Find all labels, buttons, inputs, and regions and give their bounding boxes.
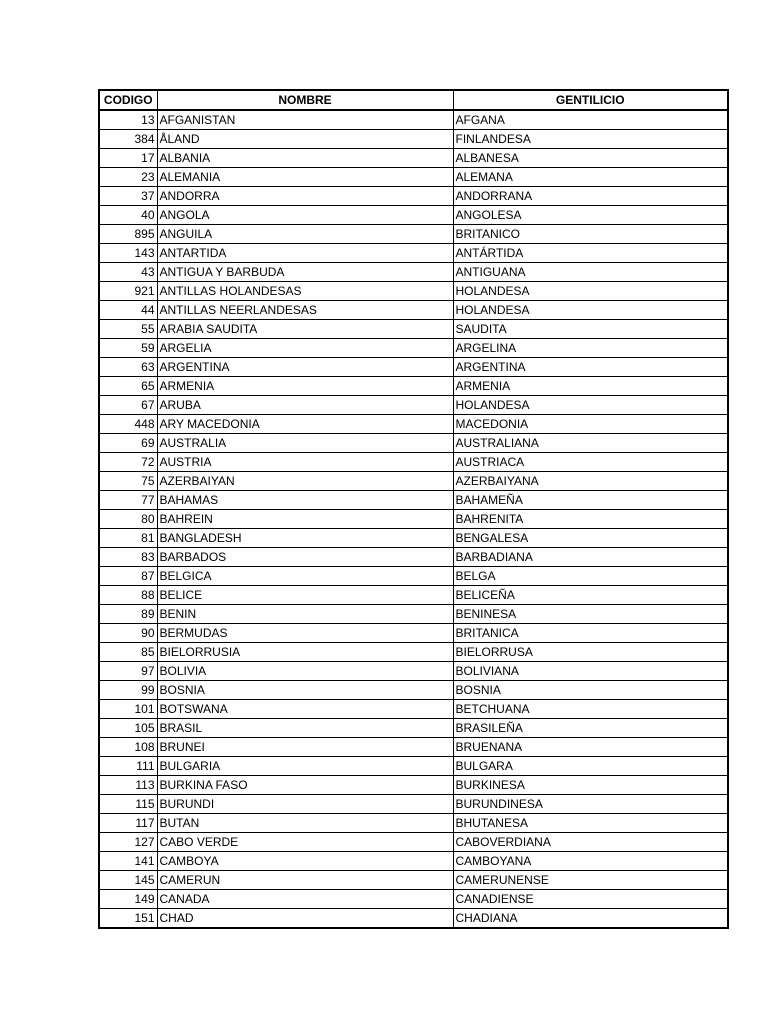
spreadsheet-page [98,89,727,929]
gentilicio-cell: BHUTANESA [453,814,728,833]
name-cell: AZERBAIYAN [157,472,453,491]
code-cell: 55 [99,320,157,339]
gentilicio-cell: BAHAMEÑA [453,491,728,510]
table-row [99,567,728,586]
code-cell: 40 [99,206,157,225]
table-row [99,282,728,301]
table-row [99,396,728,415]
name-cell: BURKINA FASO [157,776,453,795]
table-row [99,320,728,339]
code-cell: 13 [99,110,157,130]
gentilicio-cell: SAUDITA [453,320,728,339]
code-cell: 37 [99,187,157,206]
gentilicio-cell: BURKINESA [453,776,728,795]
table-row [99,605,728,624]
name-cell: BELGICA [157,567,453,586]
name-cell: ALEMANIA [157,168,453,187]
code-cell: 80 [99,510,157,529]
gentilicio-cell: ANTÁRTIDA [453,244,728,263]
name-cell: BULGARIA [157,757,453,776]
gentilicio-cell: CABOVERDIANA [453,833,728,852]
name-cell: BOLIVIA [157,662,453,681]
table-row [99,662,728,681]
gentilicio-cell: CAMBOYANA [453,852,728,871]
code-cell: 108 [99,738,157,757]
name-cell: BARBADOS [157,548,453,567]
table-row [99,491,728,510]
code-cell: 67 [99,396,157,415]
table-row [99,187,728,206]
table-header [99,90,728,110]
gentilicio-cell: BRASILEÑA [453,719,728,738]
code-cell: 141 [99,852,157,871]
name-cell: ALBANIA [157,149,453,168]
gentilicio-cell: BELICEÑA [453,586,728,605]
table-row [99,339,728,358]
gentilicio-cell: BULGARA [453,757,728,776]
gentilicio-cell: BURUNDINESA [453,795,728,814]
table-row [99,890,728,909]
code-cell: 151 [99,909,157,929]
table-row [99,548,728,567]
code-cell: 69 [99,434,157,453]
name-cell: BUTAN [157,814,453,833]
code-cell: 113 [99,776,157,795]
name-cell: ARGENTINA [157,358,453,377]
name-cell: CABO VERDE [157,833,453,852]
table-row [99,681,728,700]
table-row [99,700,728,719]
table-row [99,643,728,662]
gentilicio-cell: BOSNIA [453,681,728,700]
table-row [99,852,728,871]
gentilicio-cell: BRITANICA [453,624,728,643]
code-cell: 65 [99,377,157,396]
gentilicio-cell: AZERBAIYANA [453,472,728,491]
name-cell: ARABIA SAUDITA [157,320,453,339]
name-cell: ANTIGUA Y BARBUDA [157,263,453,282]
table-body [99,110,728,928]
code-cell: 59 [99,339,157,358]
name-cell: BURUNDI [157,795,453,814]
gentilicio-cell: CAMERUNENSE [453,871,728,890]
table-row [99,377,728,396]
table-row [99,795,728,814]
code-cell: 921 [99,282,157,301]
name-cell: BANGLADESH [157,529,453,548]
header-row [99,90,728,110]
gentilicio-cell: CHADIANA [453,909,728,929]
gentilicio-cell: HOLANDESA [453,396,728,415]
gentilicio-cell: ARMENIA [453,377,728,396]
gentilicio-cell: BRITANICO [453,225,728,244]
name-cell: ANGUILA [157,225,453,244]
code-cell: 145 [99,871,157,890]
code-cell: 87 [99,567,157,586]
gentilicio-cell: ANDORRANA [453,187,728,206]
gentilicio-cell: ANTIGUANA [453,263,728,282]
table-row [99,776,728,795]
gentilicio-cell: AFGANA [453,110,728,130]
gentilicio-cell: ALEMANA [453,168,728,187]
code-cell: 43 [99,263,157,282]
name-cell: ANTARTIDA [157,244,453,263]
table-row [99,814,728,833]
name-cell: AFGANISTAN [157,110,453,130]
code-cell: 111 [99,757,157,776]
code-cell: 143 [99,244,157,263]
gentilicio-cell: AUSTRIACA [453,453,728,472]
code-cell: 127 [99,833,157,852]
table-row [99,358,728,377]
gentilicio-cell: BELGA [453,567,728,586]
name-cell: BAHAMAS [157,491,453,510]
gentilicio-cell: BENINESA [453,605,728,624]
name-cell: ARGELIA [157,339,453,358]
gentilicio-cell: MACEDONIA [453,415,728,434]
name-cell: ANDORRA [157,187,453,206]
name-cell: ARY MACEDONIA [157,415,453,434]
table-row [99,301,728,320]
code-cell: 77 [99,491,157,510]
code-cell: 17 [99,149,157,168]
gentilicio-cell: BETCHUANA [453,700,728,719]
code-cell: 105 [99,719,157,738]
code-cell: 448 [99,415,157,434]
gentilicio-cell: HOLANDESA [453,282,728,301]
table-row [99,415,728,434]
name-cell: BOTSWANA [157,700,453,719]
code-cell: 23 [99,168,157,187]
name-cell: BELICE [157,586,453,605]
gentilicio-cell: ARGENTINA [453,358,728,377]
table-row [99,110,728,130]
code-cell: 97 [99,662,157,681]
table-row [99,244,728,263]
code-cell: 72 [99,453,157,472]
country-table [98,89,729,929]
table-row [99,719,728,738]
table-row [99,871,728,890]
name-cell: CANADA [157,890,453,909]
table-row [99,263,728,282]
code-cell: 88 [99,586,157,605]
gentilicio-cell: BOLIVIANA [453,662,728,681]
code-cell: 83 [99,548,157,567]
name-cell: AUSTRIA [157,453,453,472]
table-row [99,453,728,472]
gentilicio-cell: BENGALESA [453,529,728,548]
table-row [99,149,728,168]
gentilicio-cell: FINLANDESA [453,130,728,149]
name-cell: CHAD [157,909,453,929]
gentilicio-cell: BAHRENITA [453,510,728,529]
code-cell: 89 [99,605,157,624]
name-cell: BRASIL [157,719,453,738]
table-row [99,833,728,852]
gentilicio-cell: ANGOLESA [453,206,728,225]
code-cell: 384 [99,130,157,149]
gentilicio-cell: ALBANESA [453,149,728,168]
name-cell: ANTILLAS NEERLANDESAS [157,301,453,320]
gentilicio-cell: BARBADIANA [453,548,728,567]
table-row [99,909,728,929]
column-header-codigo: CODIGO [99,90,157,110]
name-cell: AUSTRALIA [157,434,453,453]
code-cell: 63 [99,358,157,377]
code-cell: 99 [99,681,157,700]
name-cell: CAMBOYA [157,852,453,871]
column-header-gentilicio: GENTILICIO [453,90,728,110]
name-cell: ARUBA [157,396,453,415]
code-cell: 115 [99,795,157,814]
code-cell: 75 [99,472,157,491]
gentilicio-cell: CANADIENSE [453,890,728,909]
name-cell: BERMUDAS [157,624,453,643]
table-row [99,225,728,244]
table-row [99,738,728,757]
table-row [99,472,728,491]
name-cell: ANGOLA [157,206,453,225]
table-row [99,206,728,225]
gentilicio-cell: ARGELINA [453,339,728,358]
gentilicio-cell: HOLANDESA [453,301,728,320]
name-cell: CAMERUN [157,871,453,890]
name-cell: ARMENIA [157,377,453,396]
table-row [99,130,728,149]
code-cell: 117 [99,814,157,833]
code-cell: 149 [99,890,157,909]
column-header-nombre: NOMBRE [157,90,453,110]
code-cell: 895 [99,225,157,244]
code-cell: 101 [99,700,157,719]
table-row [99,168,728,187]
gentilicio-cell: BIELORRUSA [453,643,728,662]
name-cell: ANTILLAS HOLANDESAS [157,282,453,301]
gentilicio-cell: AUSTRALIANA [453,434,728,453]
code-cell: 85 [99,643,157,662]
code-cell: 81 [99,529,157,548]
name-cell: BIELORRUSIA [157,643,453,662]
table-row [99,586,728,605]
table-row [99,434,728,453]
table-row [99,529,728,548]
code-cell: 90 [99,624,157,643]
name-cell: BENIN [157,605,453,624]
name-cell: ÅLAND [157,130,453,149]
name-cell: BOSNIA [157,681,453,700]
code-cell: 44 [99,301,157,320]
table-row [99,510,728,529]
table-row [99,757,728,776]
name-cell: BRUNEI [157,738,453,757]
table-row [99,624,728,643]
name-cell: BAHREIN [157,510,453,529]
gentilicio-cell: BRUENANA [453,738,728,757]
